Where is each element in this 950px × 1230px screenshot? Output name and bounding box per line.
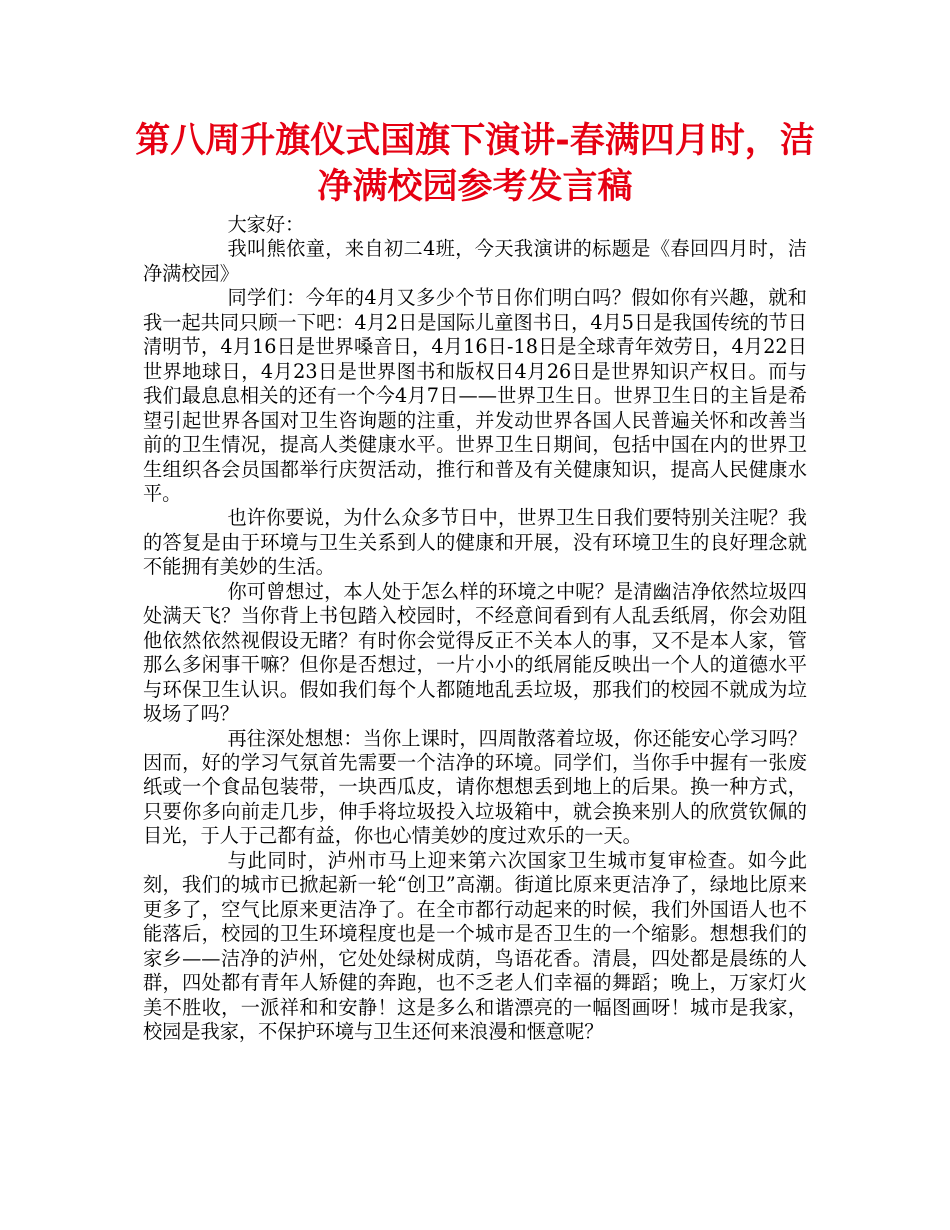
paragraph-april-holidays: 同学们：今年的4月又多少个节日你们明白吗？假如你有兴趣，就和我一起共同只顾一下吧：4月2日是国际儿童图书日，4月5日是我国传统的节日清明节，4月16日是世界嗓音日，4月16日-18日是全球青年效劳日，4月22日世界地球日，4月23日是世界图书和版权日4月26日是世界知识产权日。而与我们最息息相关的还有一个今4月7日——世界卫生日。世界卫生日的主旨是希望引起世界各国对卫生咨询题的注重，并发动世界各国人民普遍关怀和改善当前的卫生情况，提高人类健康水平。世界卫生日期间，包括中国在内的世界卫生组织各会员国都举行庆贺活动，推行和普及有关健康知识，提高人民健康水平。 (143, 286, 807, 505)
paragraph-greeting: 大家好： (227, 213, 305, 236)
paragraph-environment-question: 你可曾想过，本人处于怎么样的环境之中呢？是清幽洁净依然垃圾四处满天飞？当你背上书包踏入校园时，不经意间看到有人乱丢纸屑，你会劝阻他依然依然视假设无睹？有时你会觉得反正不关本人的事，又不是本人家，管那么多闲事干嘛？但你是否想过，一片小小的纸屑能反映出一个人的道德水平与环保卫生认识。假如我们每个人都随地乱丢垃圾，那我们的校园不就成为垃圾场了吗？ (143, 579, 807, 726)
document-body (143, 213, 807, 1044)
paragraph-think-deeper: 再往深处想想：当你上课时，四周散落着垃圾，你还能安心学习吗？因而，好的学习气氛首先需要一个洁净的环境。同学们，当你手中握有一张废纸或一个食品包装带，一块西瓜皮，请你想想丢到地上的后果。换一种方式，只要你多向前走几步，伸手将垃圾投入垃圾箱中，就会换来别人的欣赏钦佩的目光，于人于己都有益，你也心情美妙的度过欢乐的一天。 (143, 726, 807, 848)
document-title: 第八周升旗仪式国旗下演讲-春满四月时，洁净满校园参考发言稿 (135, 121, 815, 207)
paragraph-why-health-day: 也许你要说，为什么众多节日中，世界卫生日我们要特别关注呢？我的答复是由于环境与卫生关系到人的健康和开展，没有环境卫生的良好理念就不能拥有美妙的生活。 (143, 506, 807, 579)
paragraph-city-health-review: 与此同时，泸州市马上迎来第六次国家卫生城市复审检查。如今此刻，我们的城市已掀起新一轮“创卫”高潮。街道比原来更洁净了，绿地比原来更多了，空气比原来更洁净了。在全市都行动起来的时候，我们外国语人也不能落后，校园的卫生环境程度也是一个城市是否卫生的一个缩影。想想我们的家乡——洁净的泸州，它处处绿树成荫，鸟语花香。清晨，四处都是晨练的人群，四处都有青年人矫健的奔跑，也不乏老人们幸福的舞蹈；晚上，万家灯火美不胜收，一派祥和和安静！这是多么和谐漂亮的一幅图画呀！城市是我家，校园是我家，不保护环境与卫生还何来浪漫和惬意呢？ (143, 848, 807, 1043)
paragraph-introduction: 我叫熊依童，来自初二4班，今天我演讲的标题是《春回四月时，洁净满校园》 (143, 237, 807, 285)
